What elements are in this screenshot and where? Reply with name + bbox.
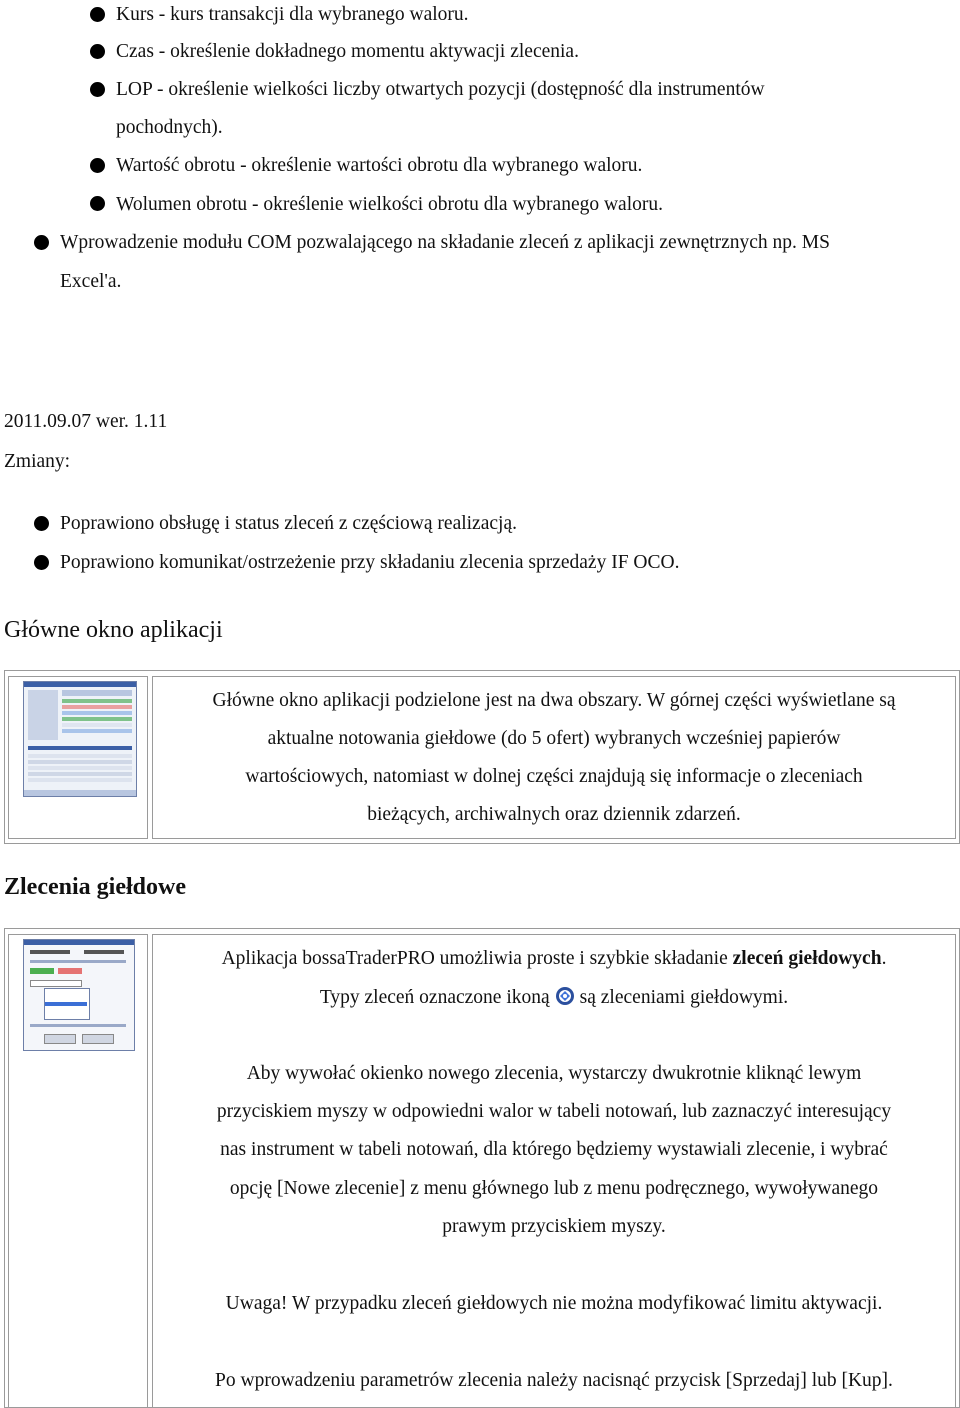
list-item: Wprowadzenie modułu COM pozwalającego na składanie zleceń z aplikacji zewnętrznych np. MS [60,232,830,253]
intro-bold: zleceń giełdowych [732,948,882,969]
paragraph-line [153,985,955,1010]
list-item-continuation: Excel'a. [60,271,122,292]
bullet-icon [34,555,49,570]
paragraph-line: aktualne notowania giełdowe (do 5 ofert) wybranych wcześniej papierów [267,728,841,749]
list-item-continuation: pochodnych). [116,117,223,138]
icon-text-after: są zleceniami giełdowymi. [579,987,789,1008]
section-heading: Zlecenia giełdowe [4,874,186,900]
list-item: Poprawiono obsługę i status zleceń z częściową realizacją. [60,513,517,534]
list-item: LOP - określenie wielkości liczby otwartych pozycji (dostępność dla instrumentów [116,79,765,100]
main-window-screenshot [23,681,137,797]
intro-end: . [881,948,887,969]
list-item: Kurs - kurs transakcji dla wybranego waloru. [116,4,469,25]
paragraph-line: nas instrument w tabeli notowań, dla którego będziemy wystawiali zlecenie, i wybrać [220,1139,888,1160]
text-cell [152,676,956,839]
bullet-icon [90,44,105,59]
paragraph-line: wartościowych, natomiast w dolnej części znajdują się informacje o zleceniach [245,766,863,787]
list-item: Poprawiono komunikat/ostrzeżenie przy składaniu zlecenia sprzedaży IF OCO. [60,552,680,573]
text-cell [152,934,956,1408]
paragraph-line: Główne okno aplikacji podzielone jest na dwa obszary. W górnej części wyświetlane są [212,690,896,711]
paragraph-line [153,947,955,971]
bullet-icon [34,235,49,250]
version-label: 2011.09.07 wer. 1.11 [4,411,168,432]
paragraph-line: przyciskiem myszy w odpowiedni walor w tabeli notowań, lub zaznaczyć interesujący [216,1101,892,1122]
paragraph-line: Aby wywołać okienko nowego zlecenia, wystarczy dwukrotnie kliknąć lewym [246,1063,862,1084]
paragraph-line: bieżących, archiwalnych oraz dziennik zdarzeń. [367,804,741,825]
list-item: Czas - określenie dokładnego momentu aktywacji zlecenia. [116,41,579,62]
stock-exchange-order-icon [554,985,576,1007]
note-line: Uwaga! W przypadku zleceń giełdowych nie można modyfikować limitu aktywacji. [225,1293,883,1314]
order-window-screenshot [23,939,135,1051]
image-cell [8,934,148,1408]
bullet-icon [90,7,105,22]
icon-text-before: Typy zleceń oznaczone ikoną [319,987,550,1008]
paragraph-line: prawym przyciskiem myszy. [442,1216,666,1237]
image-cell [8,676,148,839]
section-heading: Główne okno aplikacji [4,617,223,643]
paragraph-line: Po wprowadzeniu parametrów zlecenia należy nacisnąć przycisk [Sprzedaj] lub [Kup]. [215,1370,893,1391]
bullet-icon [90,196,105,211]
bullet-icon [34,516,49,531]
bullet-icon [90,82,105,97]
intro-text: Aplikacja bossaTraderPRO umożliwia proste i szybkie składanie [221,948,733,969]
bullet-icon [90,158,105,173]
paragraph-line: opcję [Nowe zlecenie] z menu głównego lub z menu podręcznego, wywoływanego [229,1178,879,1199]
list-item: Wartość obrotu - określenie wartości obrotu dla wybranego waloru. [116,155,643,176]
changes-label: Zmiany: [4,451,71,472]
list-item: Wolumen obrotu - określenie wielkości obrotu dla wybranego waloru. [116,194,663,215]
